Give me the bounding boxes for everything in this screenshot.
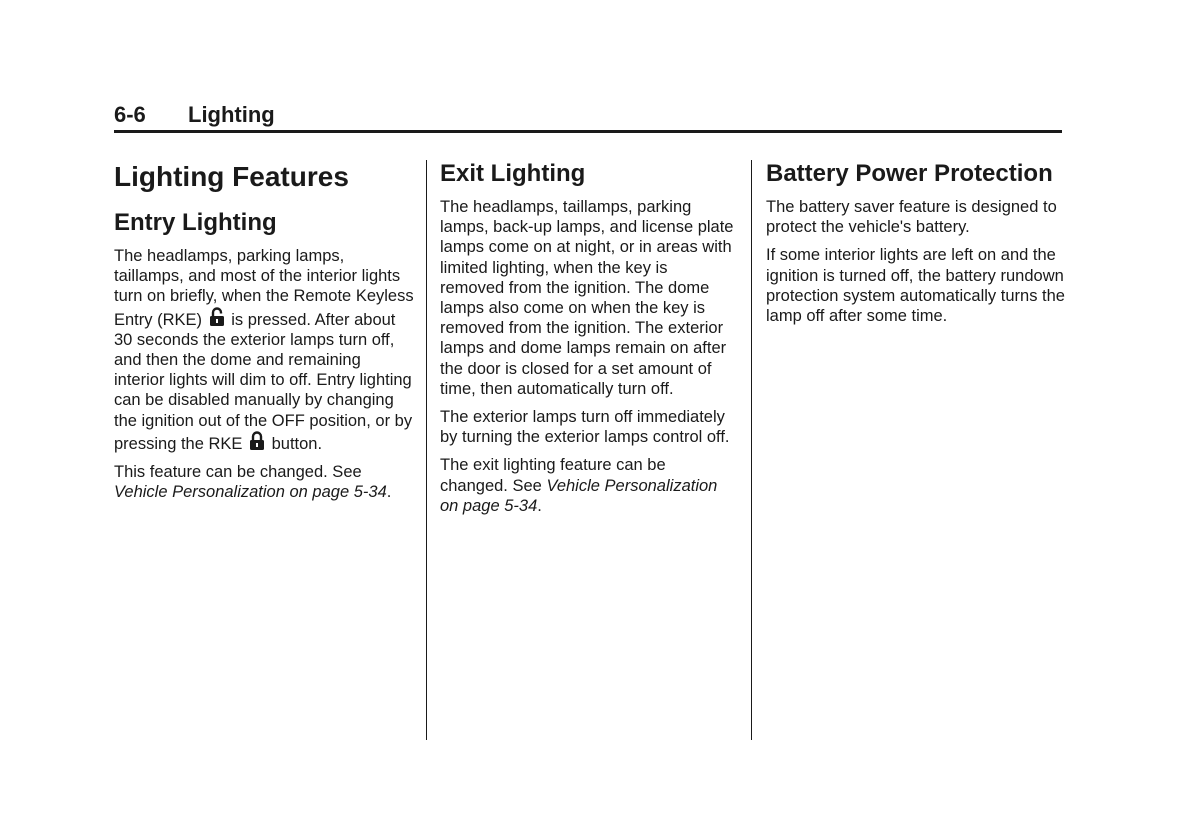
exit-lighting-paragraph-2: The exterior lamps turn off immediately by turning the exterior lamps control off. [440, 408, 730, 447]
section-title: Lighting [188, 102, 275, 127]
paragraph-text: . [386, 483, 392, 502]
unlock-icon [209, 307, 225, 327]
column-battery-power-protection [766, 155, 1066, 334]
heading-entry-lighting: Entry Lighting [114, 209, 277, 236]
paragraph-text: This feature can be changed. See [114, 463, 362, 482]
lock-icon [249, 431, 265, 451]
cross-reference: Vehicle Personalization on page 5-34 [114, 483, 387, 502]
page-header [114, 100, 1062, 133]
heading-exit-lighting: Exit Lighting [440, 160, 586, 187]
column-divider [426, 160, 427, 740]
paragraph-text: The exit lighting feature can be changed. See [440, 456, 666, 495]
column-exit-lighting [440, 155, 736, 524]
battery-paragraph-1: The battery saver feature is designed to protect the vehicle's battery. [766, 198, 1057, 237]
exit-lighting-paragraph-3 [440, 455, 736, 516]
exit-lighting-paragraph-1: The headlamps, taillamps, parking lamps, back-up lamps, and license plate lamps come on at night, or in areas with limited lighting, when the key is removed from the ignition. The dome lamps also come on when the key is removed from the ignition. The exterior lamps and dome lamps remain on after the door is closed for a set amount of time, then automatically turn off. [440, 198, 734, 398]
feature-change-paragraph [114, 462, 414, 502]
paragraph-text: The headlamps, parking lamps, taillamps, and most of the interior lights turn on briefly, when the Remote Keyless Entry (RKE) [114, 247, 414, 329]
paragraph-text: button. [271, 434, 323, 453]
heading-lighting-features: Lighting Features [114, 161, 349, 192]
battery-paragraph-2: If some interior lights are left on and the ignition is turned off, the battery rundown protection system automatically turns the lamp off after some time. [766, 246, 1065, 326]
page-number: 6-6 [114, 102, 146, 127]
entry-lighting-paragraph [114, 246, 414, 454]
column-lighting-features [114, 155, 414, 510]
cross-reference: Vehicle Personalization on page 5-34 [440, 476, 718, 515]
heading-battery-power-protection: Battery Power Protection [766, 160, 1053, 187]
paragraph-text: . [537, 496, 542, 515]
column-divider [751, 160, 752, 740]
paragraph-text: is pressed. After about 30 seconds the exterior lamps turn off, and then the dome and remaining interior lights will dim to off. Entry lighting can be disabled manually by changing the ignition out of the OFF position, or by pressing the RKE [114, 310, 413, 453]
